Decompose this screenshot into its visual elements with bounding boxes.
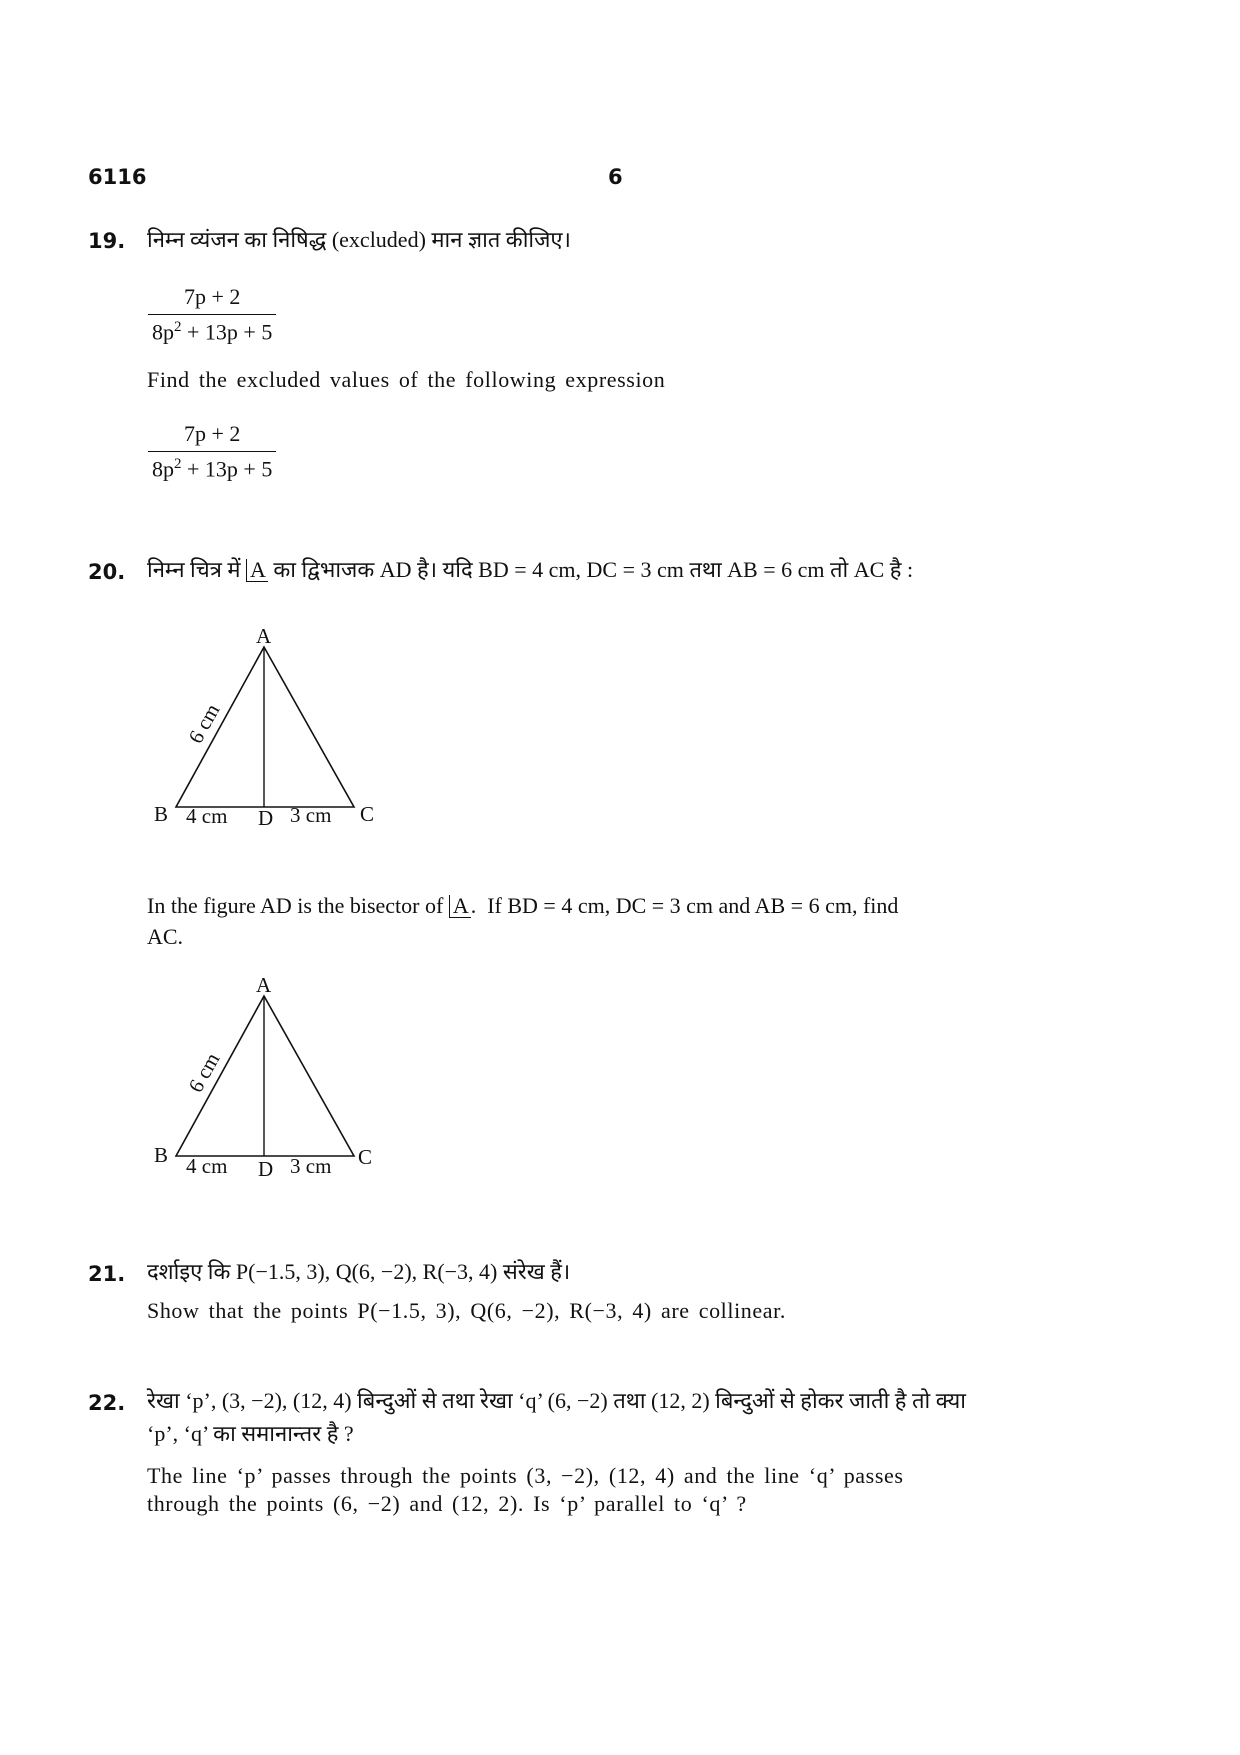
question-22-hindi-line2: ‘p’, ‘q’ का समानान्तर है ? (147, 1421, 354, 1446)
vertex-a: A (256, 625, 272, 648)
label-ab: 6 cm (183, 699, 225, 748)
fraction-numerator: 7p + 2 (183, 284, 241, 309)
vertex-a: A (256, 974, 272, 997)
triangle-figure-english (140, 974, 400, 1189)
paper-code: 6116 (88, 165, 147, 189)
question-20-hindi: निम्न चित्र में A का द्विभाजक AD है। यदि BD = 4 cm, DC = 3 cm तथा AB = 6 cm तो AC है : (147, 557, 914, 582)
label-dc: 3 cm (290, 1154, 332, 1178)
question-22-english-line1: The line ‘p’ passes through the points (3, −2), (12, 4) and the line ‘q’ passes (147, 1463, 904, 1488)
question-19-number: 19. (88, 229, 126, 253)
triangle-figure-hindi (140, 625, 400, 840)
fraction-denominator: $8p^2 + 13p + 5$ (148, 314, 276, 345)
question-22-english-line2: through the points (6, −2) and (12, 2). Is ‘p’ parallel to ‘q’ ? (147, 1491, 747, 1516)
vertex-b: B (154, 802, 169, 826)
page-number: 6 (608, 165, 623, 189)
question-19-fraction-hindi (148, 284, 276, 345)
question-20-number: 20. (88, 560, 126, 584)
question-21-hindi: दर्शाइए कि P(−1.5, 3), Q(6, −2), R(−3, 4) संरेख हैं। (147, 1259, 571, 1284)
point-d: D (258, 1157, 274, 1181)
question-19-fraction-english (148, 421, 276, 482)
question-20-english: In the figure AD is the bisector of A. If BD = 4 cm, DC = 3 cm and AB = 6 cm, find (147, 893, 899, 918)
point-d: D (258, 806, 274, 830)
question-22-number: 22. (88, 1391, 126, 1415)
question-21-number: 21. (88, 1262, 126, 1286)
vertex-c: C (358, 1145, 373, 1169)
label-bd: 4 cm (186, 1154, 228, 1178)
label-bd: 4 cm (186, 804, 228, 828)
label-ab: 6 cm (183, 1048, 225, 1097)
fraction-numerator: 7p + 2 (183, 421, 241, 446)
label-dc: 3 cm (290, 803, 332, 827)
question-20-english-line2: AC. (147, 924, 184, 949)
vertex-b: B (154, 1143, 169, 1167)
question-21-english: Show that the points P(−1.5, 3), Q(6, −2), R(−3, 4) are collinear. (147, 1298, 786, 1323)
angle-symbol: A (449, 895, 471, 918)
question-19-english: Find the excluded values of the following expression (147, 367, 666, 392)
question-19-hindi: निम्न व्यंजन का निषिद्ध (excluded) मान ज्ञात कीजिए। (147, 227, 571, 252)
question-22-hindi-line1: रेखा ‘p’, (3, −2), (12, 4) बिन्दुओं से तथा रेखा ‘q’ (6, −2) तथा (12, 2) बिन्दुओं से होकर जाती है तो क्या (147, 1388, 966, 1413)
angle-symbol: A (246, 559, 268, 582)
fraction-denominator: $8p^2 + 13p + 5$ (148, 451, 276, 482)
vertex-c: C (360, 802, 375, 826)
